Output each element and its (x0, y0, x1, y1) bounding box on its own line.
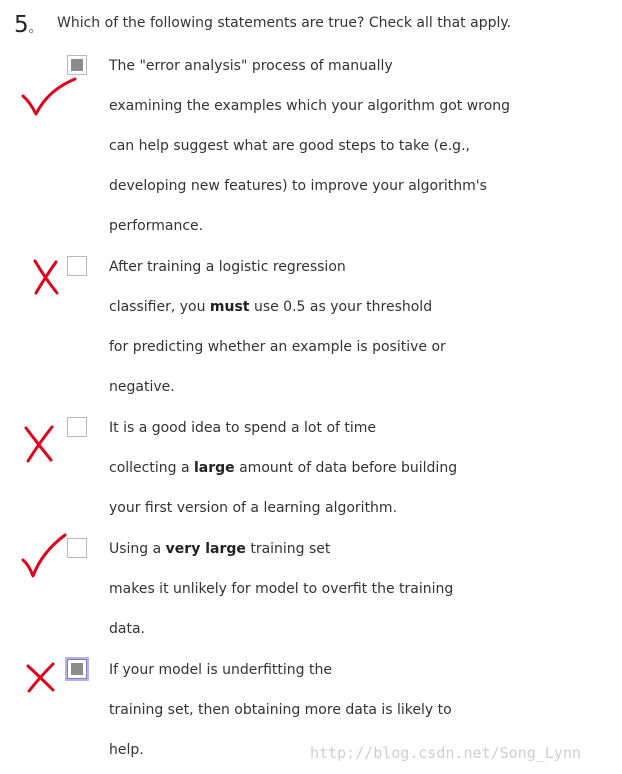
cross-icon (30, 258, 62, 296)
option-2-line-4: negative. (109, 379, 175, 395)
option-1-line-3: can help suggest what are good steps to take (e.g., (109, 138, 470, 154)
option-5-checkbox[interactable] (67, 659, 87, 679)
cross-icon (22, 424, 56, 464)
option-4-line-3: data. (109, 621, 145, 637)
option-1-line-1: The "error analysis" process of manually (109, 58, 393, 74)
watermark: http://blog.csdn.net/Song_Lynn (310, 744, 581, 762)
option-5-line-1: If your model is underfitting the (109, 662, 332, 678)
option-1-line-5: performance. (109, 218, 204, 234)
option-1-line-4: developing new features) to improve your algorithm's (109, 178, 487, 194)
option-2-line-3: for predicting whether an example is positive or (109, 339, 446, 355)
checkmark-icon (20, 76, 78, 118)
option-2-checkbox[interactable] (67, 256, 87, 276)
option-3-checkbox[interactable] (67, 417, 87, 437)
option-5-line-3: help. (109, 742, 144, 758)
option-4-checkbox[interactable] (67, 538, 87, 558)
option-1-line-2: examining the examples which your algorithm got wrong (109, 98, 510, 114)
checkmark-icon (20, 532, 68, 580)
question-number: 5。 (14, 12, 43, 38)
cross-icon (24, 660, 58, 694)
option-3-line-2: collecting a large amount of data before building (109, 460, 458, 476)
question-prompt: Which of the following statements are true? Check all that apply. (57, 15, 512, 31)
option-1-checkbox[interactable] (67, 55, 87, 75)
option-5-line-2: training set, then obtaining more data is likely to (109, 702, 452, 718)
option-4-line-2: makes it unlikely for model to overfit the training (109, 581, 454, 597)
option-3-line-1: It is a good idea to spend a lot of time (109, 420, 377, 436)
option-3-line-3: your first version of a learning algorithm. (109, 500, 398, 516)
option-4-line-1: Using a very large training set (109, 541, 331, 557)
option-2-line-2: classifier, you must use 0.5 as your threshold (109, 299, 433, 315)
option-2-line-1: After training a logistic regression (109, 259, 346, 275)
